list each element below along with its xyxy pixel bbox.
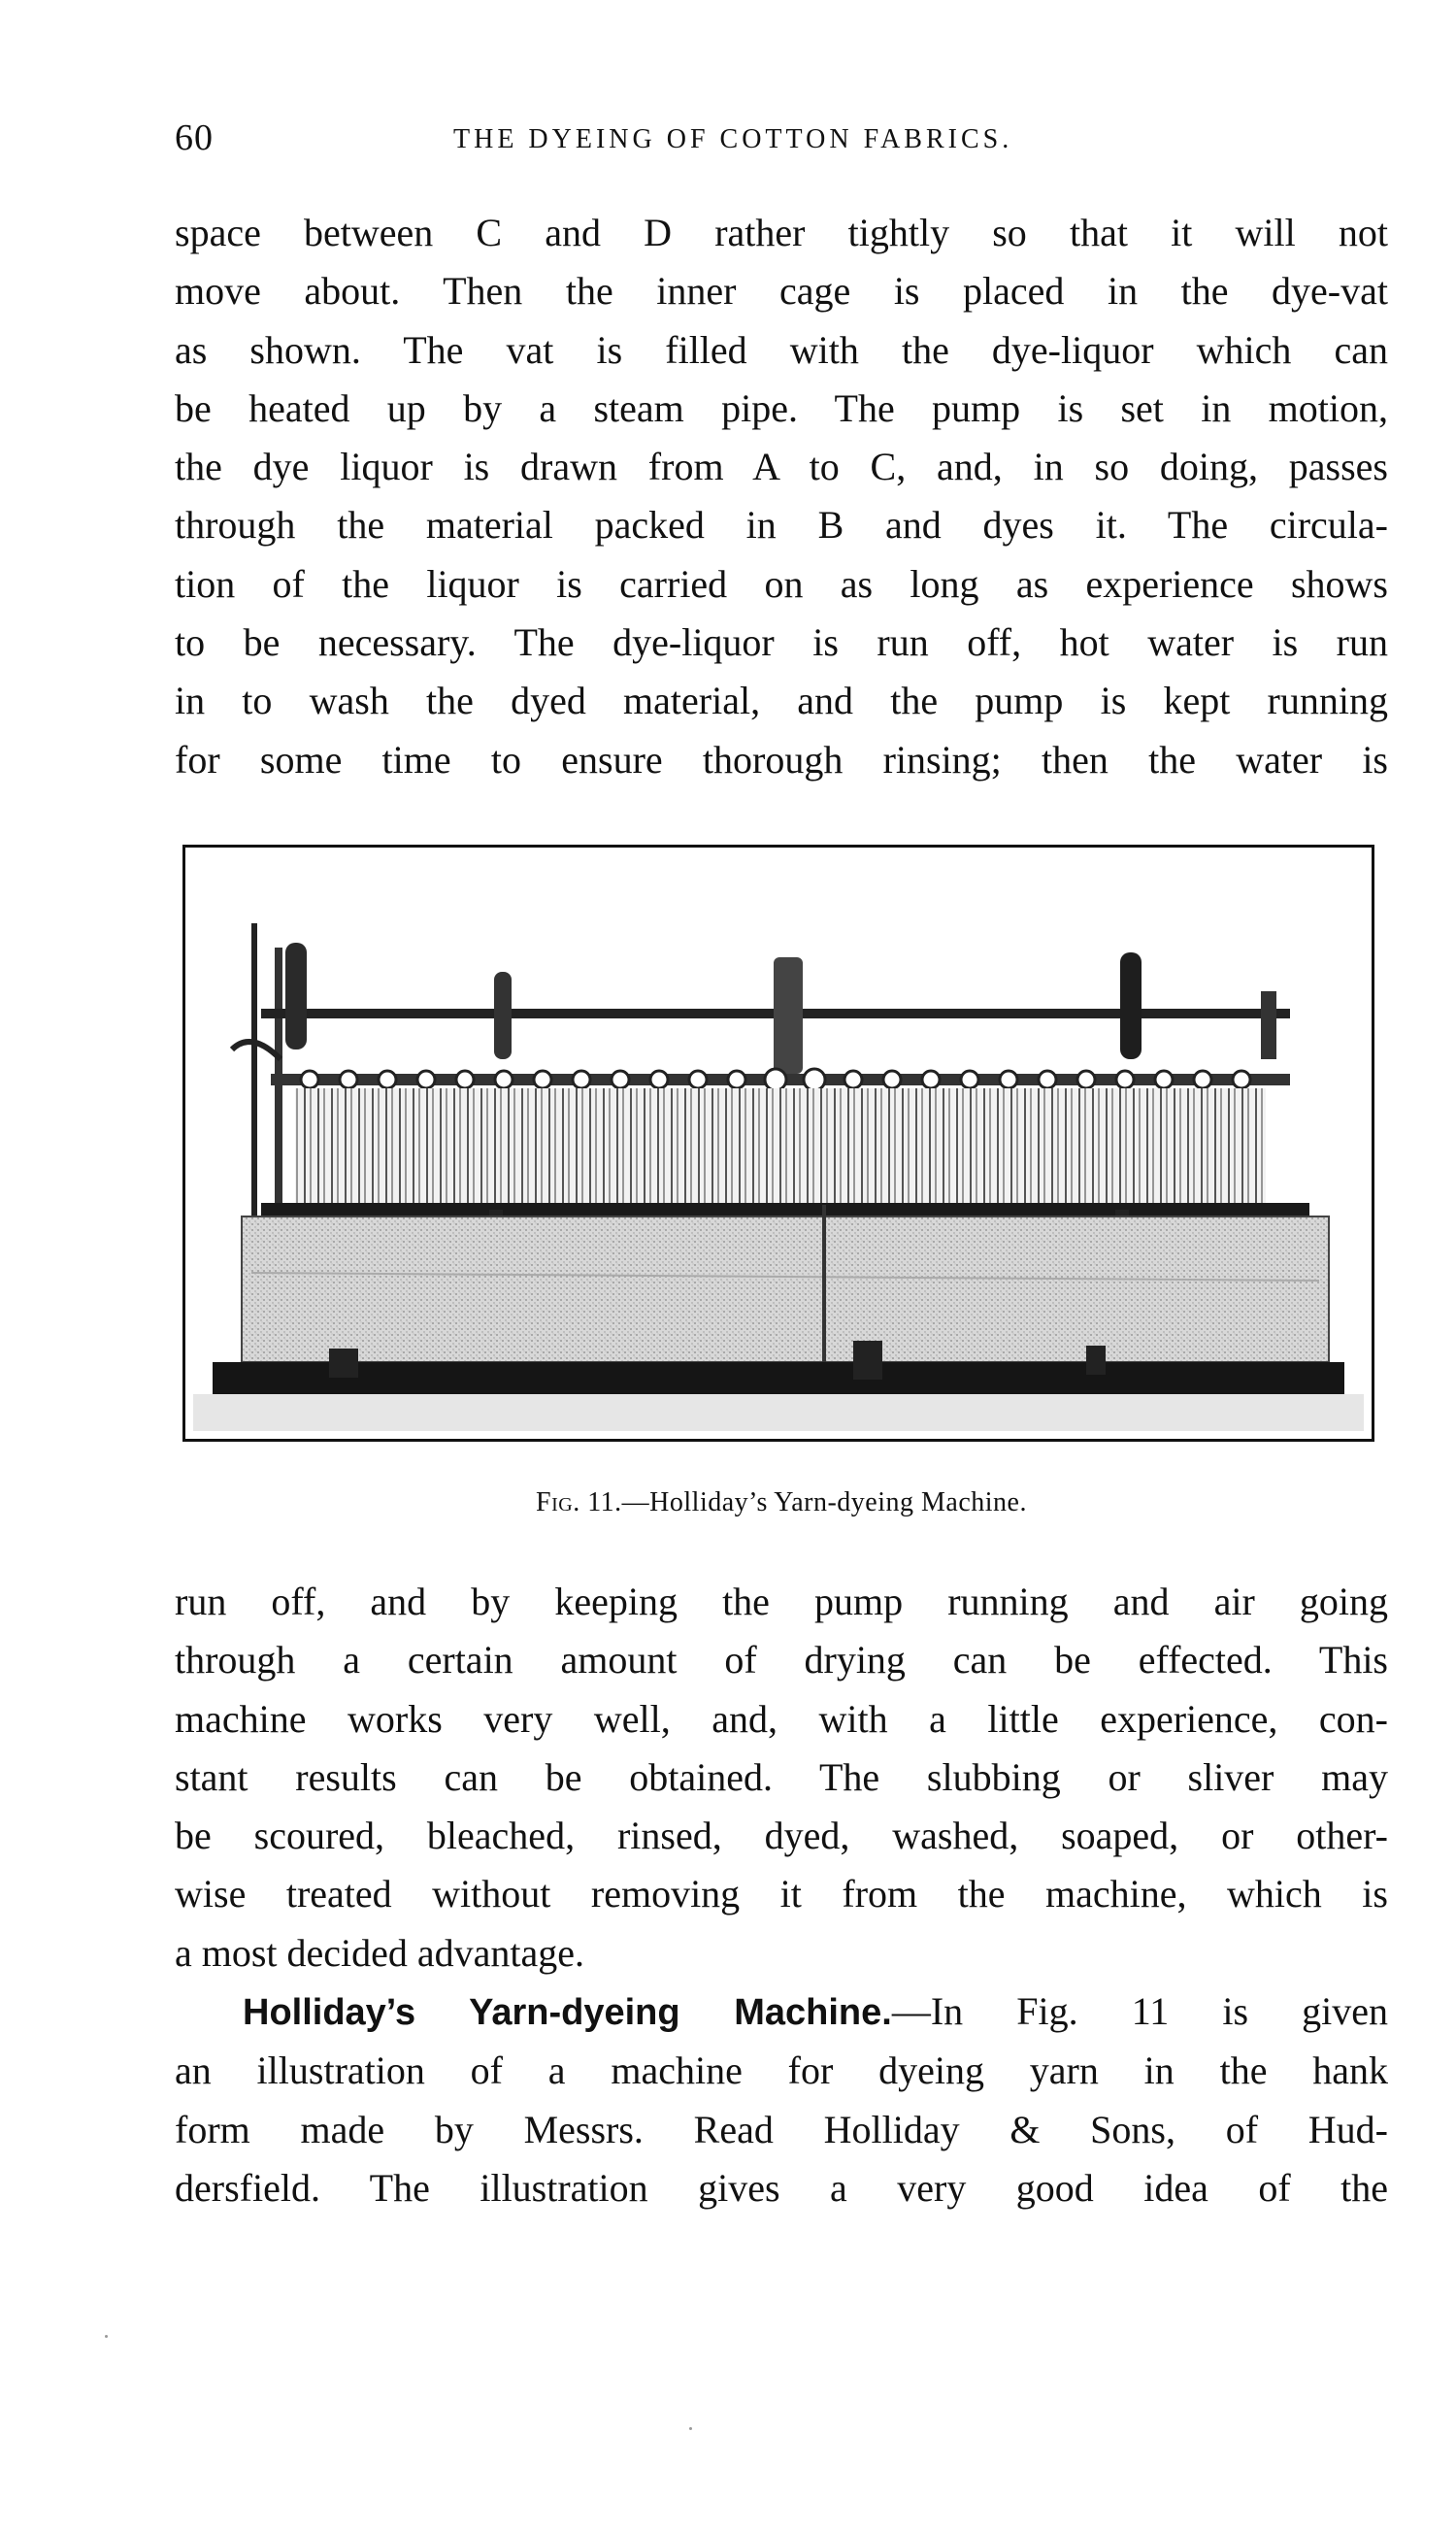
- paragraph-continuation: [175, 1573, 1388, 2217]
- text-line: machine works very well, and, with a little experience, con-: [175, 1696, 1388, 1741]
- section-heading: Holliday’s Yarn-dyeing Machine.: [243, 1992, 892, 2034]
- running-head: [175, 117, 1388, 175]
- caption-text: —Holliday’s Yarn-dyeing Machine.: [621, 1487, 1027, 1517]
- text-line: dersfield. The illustration gives a very good idea of the: [175, 2165, 1388, 2210]
- text-line: be scoured, bleached, rinsed, dyed, washed, soaped, or other-: [175, 1814, 1388, 1858]
- running-title: THE DYEING OF COTTON FABRICS.: [453, 124, 1013, 154]
- text-line: form made by Messrs. Read Holliday & Sons, of Hud-: [175, 2107, 1388, 2151]
- text-line: wise treated without removing it from the machine, which is: [175, 1872, 1388, 1916]
- text-line: stant results can be obtained. The slubbing or sliver may: [175, 1754, 1388, 1799]
- text-line: space between C and D rather tightly so that it will not: [175, 211, 1388, 254]
- paragraph-continued: [175, 204, 1388, 789]
- page-number: 60: [175, 117, 214, 158]
- text-line: an illustration of a machine for dyeing yarn in the hank: [175, 2049, 1388, 2093]
- text-line: a most decided advantage.: [175, 1930, 585, 1975]
- text-line: move about. Then the inner cage is placed in the dye-vat: [175, 269, 1388, 314]
- machine-illustration: [193, 855, 1364, 1431]
- paper-speck: [105, 2335, 108, 2338]
- paper-speck: [689, 2427, 692, 2430]
- text-line: the dye liquor is drawn from A to C, and, in so doing, passes: [175, 445, 1388, 489]
- section-first-line: [175, 1982, 1388, 2042]
- text-line: run off, and by keeping the pump running and air going: [175, 1580, 1388, 1623]
- figure-yarn-dyeing-machine: [182, 845, 1374, 1442]
- text-line: tion of the liquor is carried on as long as experience shows: [175, 561, 1388, 606]
- text-line: through the material packed in B and dyes it. The circula-: [175, 503, 1388, 548]
- caption-label: Fig. 11.: [536, 1487, 622, 1517]
- figure-caption: [175, 1487, 1388, 1518]
- text-line: to be necessary. The dye-liquor is run off, hot water is run: [175, 620, 1388, 665]
- text-line: through a certain amount of drying can be effected. This: [175, 1638, 1388, 1682]
- section-text: —In Fig. 11 is given: [891, 1989, 1388, 2034]
- text-line: in to wash the dyed material, and the pump is kept running: [175, 679, 1388, 723]
- text-line: as shown. The vat is filled with the dye-liquor which can: [175, 327, 1388, 372]
- text-line: for some time to ensure thorough rinsing; then the water is: [175, 737, 1388, 782]
- text-line: be heated up by a steam pipe. The pump is set in motion,: [175, 385, 1388, 430]
